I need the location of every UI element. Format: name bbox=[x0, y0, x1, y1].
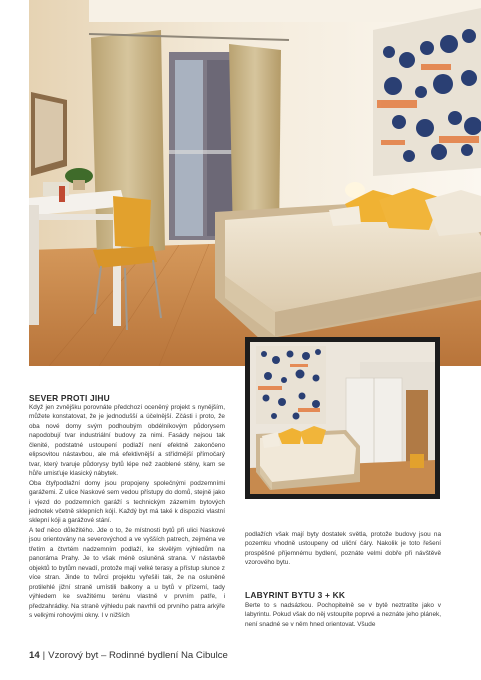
section-heading-sever: SEVER PROTI JIHU bbox=[29, 393, 110, 403]
section-heading-labyrint: LABYRINT BYTU 3 + KK bbox=[245, 590, 346, 600]
article-paragraph: podlažích však mají byty dostatek světla, protože budovy jsou na pozemku vhodně ustoupeny od uliční čáry. Nakolik je toto řešení prospěšné příjemnému bydlení, poznáte velmi dobře při návštěvě vzorového bytu. bbox=[245, 531, 441, 567]
article-column-right bbox=[245, 530, 441, 568]
article-paragraph: Oba čtyřpodlažní domy jsou propojeny společnými podzemními garážemi. Z ulice Naskové sem vedou přístupy do domů, stejně jako i vjezd do podzemních garáží s technickým zázemím bytových jednotek včetně sklepních kójí. Každý byt má také k dispozici vlastní sklepní kóji a garážové stání. bbox=[29, 479, 225, 525]
article-column-right-labyrint bbox=[245, 601, 441, 629]
inset-bedroom-photo bbox=[245, 337, 440, 499]
article-paragraph: Když jen zvnějšku porovnáte předchozí oceněný projekt s nynějším, můžete konstatovat, že je jednodušší a účelnější. Zčásti i proto, že oba nové domy svým podhoubým obdélníkovým půdorysem napodobují tvar industriální budovy za nimi. Fasády nejsou tak členité, podstatné ustoupení podlaží není efektně zakončeno elipsovitou nástavbou, ale má efektivnější a střídmější přímočarý tvar, který tvaruje půdorysy bytů lépe než zaoblené stěny, kam se hůře umisťuje klasický nábytek. bbox=[29, 404, 225, 478]
footer-title: Vzorový byt – Rodinné bydlení Na Cibulce bbox=[48, 650, 228, 661]
inset-bedroom-illustration bbox=[250, 342, 435, 494]
bedroom-illustration bbox=[29, 0, 481, 366]
article-paragraph: A teď něco důležitého. Jde o to, že místnosti bytů při ulici Naskové jsou orientovány na severovýchod a ve vyšších patrech, zejména ve třetím a čtvrtém nadzemním podlaží, ke skvělým výhledům na panoráma Prahy. Je to však méně osluněná strana. V nástavbě objektů to bytům nevadí, protože mají velké terasy a přístup slunce z více stran. Jinde to tvůrci projektu vyřešili tak, že na osluněné protilehlé jižní straně umístili balkony a u bytů v přízemí, tady výhledem ke svažitému terénu vlastně v prvním patře, i předzahrádky. Na straně výhledu pak navrhli od prvního patra arkýře s velkými rohovými okny. I v nižších bbox=[29, 526, 225, 619]
article-column-left bbox=[29, 403, 225, 620]
bedroom-photo bbox=[29, 0, 481, 366]
page-number: 14 bbox=[29, 650, 40, 661]
footer-separator: | bbox=[42, 650, 46, 661]
article-paragraph: Berte to s nadsázkou. Pochopitelně se v bytě neztratíte jako v labyrintu. Pokud však do něj vstoupíte poprvé a neznáte jeho plánek, není snadné se v něm hned orientovat. Všude bbox=[245, 602, 441, 628]
page-footer bbox=[29, 650, 228, 661]
